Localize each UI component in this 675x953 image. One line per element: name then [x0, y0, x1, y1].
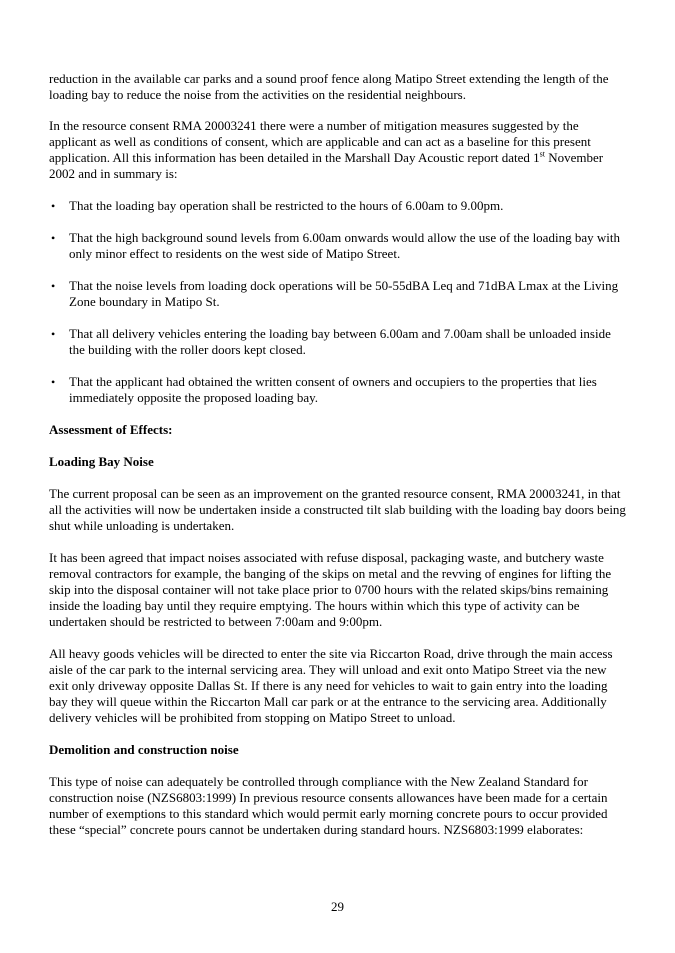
bullet-icon: •: [51, 199, 56, 213]
mitigation-list: [49, 198, 629, 406]
list-item-text: That the loading bay operation shall be restricted to the hours of 6.00am to 9.00pm.: [69, 198, 504, 213]
list-item: [49, 326, 629, 358]
list-item: [49, 230, 629, 262]
bullet-icon: •: [51, 327, 56, 341]
bullet-icon: •: [51, 231, 56, 245]
paragraph-resource-consent: [49, 118, 629, 182]
paragraph-loading-bay-2: It has been agreed that impact noises associated with refuse disposal, packaging waste, and butchery waste removal contractors for example, the banging of the skips on metal and the revving of engines for lifting the skip into the disposal container will not take place prior to 0700 hours with the related skips/bins remaining inside the loading bay until they require emptying. The hours within which this type of activity can be undertaken should be restricted to between 7:00am and 9:00pm.: [49, 550, 612, 629]
bullet-icon: •: [51, 375, 56, 389]
paragraph-resource-consent-text: In the resource consent RMA 20003241 there were a number of mitigation measures suggested by the applicant as well as conditions of consent, which are applicable and can act as a baseline for this present application. All this information has been detailed in the Marshall Day Acoustic report dated 1: [49, 118, 591, 165]
paragraph-loading-bay-1: The current proposal can be seen as an improvement on the granted resource consent, RMA 20003241, in that all the activities will now be undertaken inside a constructed tilt slab building with the loading bay doors being shut while unloading is undertaken.: [49, 486, 626, 533]
bullet-icon: •: [51, 279, 56, 293]
paragraph-loading-bay-3: All heavy goods vehicles will be directed to enter the site via Riccarton Road, drive through the main access aisle of the car park to the internal servicing area. They will unload and exit onto Matipo Street via the new exit only driveway opposite Dallas St. If there is any need for vehicles to wait to gain entry into the loading bay they will queue within the Riccarton Mall car park or at the entrance to the servicing area. Additionally delivery vehicles will be prohibited from stopping on Matipo Street to unload.: [49, 646, 613, 725]
date-ordinal-superscript: st: [539, 149, 545, 159]
list-item: [49, 198, 629, 214]
heading-assessment-of-effects: Assessment of Effects:: [49, 422, 173, 437]
page-number: 29: [331, 899, 344, 914]
list-item-text: That the high background sound levels from 6.00am onwards would allow the use of the loading bay with only minor effect to residents on the west side of Matipo Street.: [69, 230, 620, 261]
list-item-text: That the applicant had obtained the written consent of owners and occupiers to the properties that lies immediately opposite the proposed loading bay.: [69, 374, 597, 405]
list-item-text: That the noise levels from loading dock operations will be 50-55dBA Leq and 71dBA Lmax at the Living Zone boundary in Matipo St.: [69, 278, 619, 309]
heading-demolition-noise: Demolition and construction noise: [49, 742, 239, 757]
list-item: [49, 278, 629, 310]
list-item-text: That all delivery vehicles entering the loading bay between 6.00am and 7.00am shall be unloaded inside the building with the roller doors kept closed.: [69, 326, 611, 357]
paragraph-intro: reduction in the available car parks and a sound proof fence along Matipo Street extending the length of the loading bay to reduce the noise from the activities on the residential neighbours.: [49, 71, 609, 102]
paragraph-resource-consent-text-end: November 2002 and in summary is:: [49, 150, 604, 181]
heading-loading-bay-noise: Loading Bay Noise: [49, 454, 154, 469]
list-item: [49, 374, 629, 406]
page-content: [49, 71, 629, 854]
paragraph-demolition-1: This type of noise can adequately be controlled through compliance with the New Zealand Standard for construction noise (NZS6803:1999) In previous resource consents allowances have been made for a certain number of exemptions to this standard which would permit early morning concrete pours to occur provided these “special” concrete pours cannot be undertaken during standard hours. NZS6803:1999 elaborates:: [49, 774, 608, 837]
